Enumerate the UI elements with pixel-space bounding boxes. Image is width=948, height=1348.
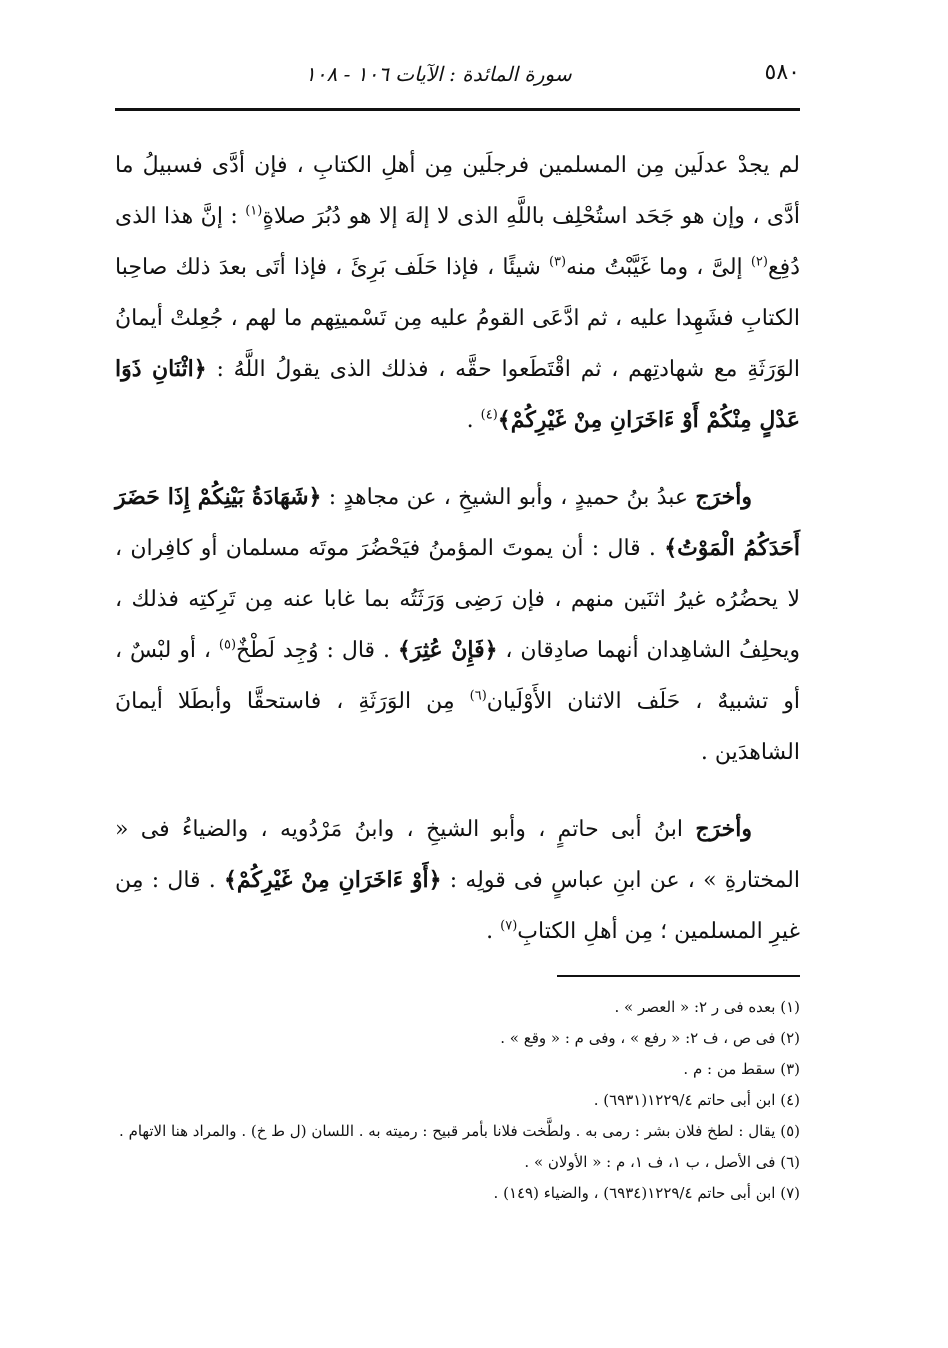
footnote-ref: (١)	[245, 203, 263, 219]
footnote: (٣) سقط من : م .	[683, 1060, 800, 1078]
lead-word: وأخرَج	[695, 484, 752, 510]
footnote-ref: (٥)	[218, 637, 237, 653]
quran-quote: ﴿شَهَادَةُ بَيْنِكُمْ إِذَا حَضَرَ أَحَدَكُمُ الْمَوْتُ﴾	[115, 484, 800, 561]
main-text	[115, 140, 800, 983]
page-number: ٥٨٠	[764, 60, 800, 85]
text-run: مِن الوَرَثَةِ ، فاستحقَّا وأبطَلا أيمانَ الشاهدَين .	[115, 689, 800, 765]
footnote-ref: (٢)	[750, 254, 768, 270]
paragraph	[115, 804, 800, 957]
quran-quote: ﴿فَإِنْ عُثِرَ﴾	[397, 637, 498, 663]
text-run: .	[486, 919, 501, 944]
footnote-ref: (٦)	[469, 688, 487, 704]
footnote: (٤) ابن أبى حاتم ١٢٢٩/٤(٦٩٣١) .	[593, 1091, 800, 1109]
footnote: (١) بعده فى ر ٢: « العصر » .	[614, 998, 800, 1016]
text-run: شيئًا ، فإذا حَلَف بَرِئَ ، فإذا أتَى بعدَ ذلك صاحِبا الكتابِ فشَهِدا عليه ، ثم ادَّعَى القومُ عليه مِن تَسْميتِهم ما لهم ، جُعِلتْ أيمانُ الوَرَثَةِ مع شهادتِهم ، ثم اقْتَطَعوا حقَّه ، فذلك الذى يقولُ اللَّهُ :	[115, 255, 800, 382]
paragraph	[115, 140, 800, 446]
text-run: ابنُ أبى حاتمٍ ، وأبو الشيخِ ، وابنُ مَرْدُويه ، والضياءُ فى « المختارةِ » ، عن ابنِ عباسٍ فى قولِه :	[115, 817, 800, 893]
footnote: (٧) ابن أبى حاتم ١٢٢٩/٤(٦٩٣٤) ، والضياء (١٤٩) .	[493, 1184, 800, 1202]
text-run: لم يجدْ عدلَين مِن المسلمين فرجلَين مِن أهلِ الكتابِ ، فإن أدَّى فسبيلُ ما أدَّى ، وإن هو جَحَد استُحْلِف باللَّهِ الذى لا إلهَ إلا هو دُبُرَ صلاةٍ	[115, 153, 800, 229]
footnote-rule	[557, 975, 800, 977]
footnote-ref: (٣)	[548, 254, 567, 270]
text-run: .	[466, 408, 481, 433]
page-header	[115, 60, 800, 94]
footnote: (٥) يقال : لطخ فلان بشر : رمى به . ولطَّخت فلانا بأمر قبيح : رميته به . اللسان (ل ط خ) . والمراد هنا الاتهام .	[119, 1122, 800, 1140]
quran-quote: ﴿أَوْ ءَاخَرَانِ مِنْ غَيْرِكُمْ﴾	[223, 867, 442, 893]
lead-word: وأخرَج	[695, 816, 752, 842]
text-run: إلىَّ ، وما غَيَّبْتُ منه	[566, 255, 751, 280]
paragraph	[115, 472, 800, 778]
text-run: : إنَّ هذا الذى دُفِع	[115, 204, 800, 280]
text-run: . قال : مِن غيرِ المسلمين ؛ مِن أهلِ الكتابِ	[115, 868, 800, 944]
text-run: . قال : وُجِد لَطْخٌ	[236, 638, 398, 663]
quran-quote: ﴿اثْنَانِ ذَوَا عَدْلٍ مِنْكُمْ أَوْ ءَاخَرَانِ مِنْ غَيْرِكُمْ﴾	[115, 356, 800, 433]
footnote: (٦) فى الأصل ، ب ١، ف ١، م : « الأولان » .	[524, 1153, 800, 1171]
text-run: . قال : أن يموتَ المؤمنُ فيَحْضُرَ موتَه مسلمان أو كافِران ، لا يحضُرُه غيرُ اثنَين منهم ، فإن رَضِى وَرَثَتُه بما غابا عنه مِن تَرِكتِه فذلك ، ويحلِفُ الشاهِدان أنهما صادِقان ،	[115, 536, 800, 663]
footnote-ref: (٤)	[480, 407, 498, 423]
footnote: (٢) فى ص ، ف ٢: « رفع » ، وفى م : « وقع » .	[500, 1029, 800, 1047]
header-rule	[115, 108, 800, 111]
running-title: سورة المائدة : الآيات ١٠٦ - ١٠٨	[305, 62, 572, 86]
footnotes	[115, 992, 800, 1209]
text-run: ، أو لبْسٌ ، أو تشبيهٌ ، حَلَف الاثنان الأَوْلَيان	[115, 638, 800, 714]
text-run: عبدُ بنُ حميدٍ ، وأبو الشيخِ ، عن مجاهدٍ :	[321, 485, 696, 510]
footnote-ref: (٧)	[500, 918, 518, 934]
